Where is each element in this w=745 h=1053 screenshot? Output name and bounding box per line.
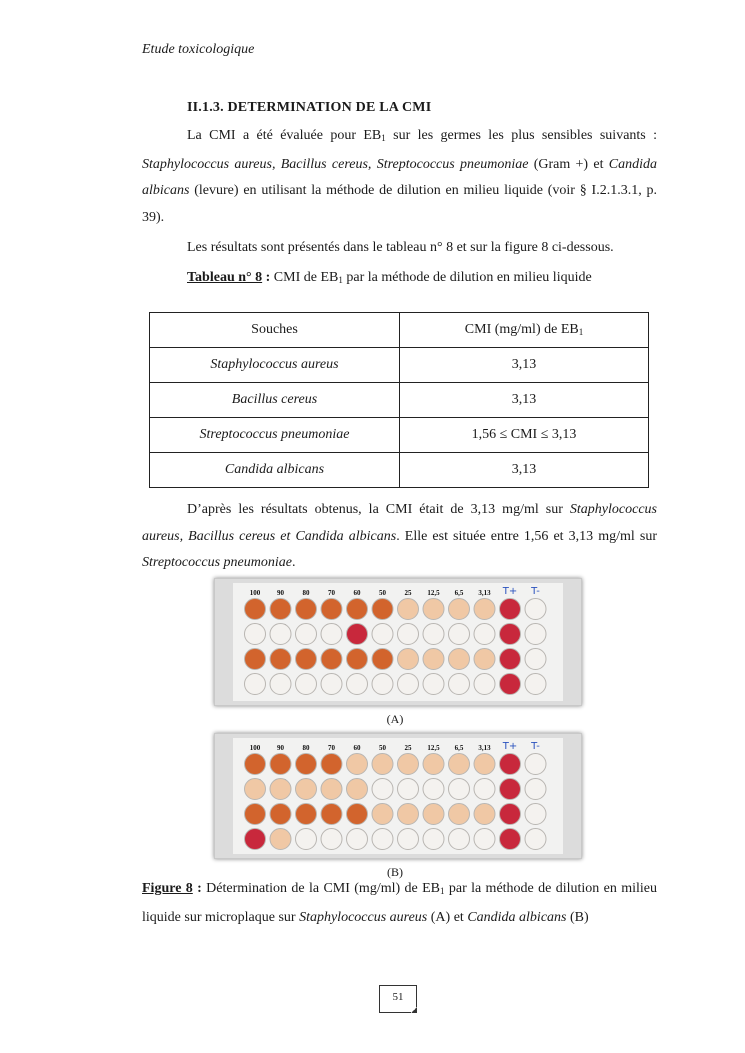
plate-well bbox=[270, 804, 291, 825]
plate-well bbox=[398, 674, 419, 695]
cmi-cell: 3,13 bbox=[400, 383, 649, 418]
control-label: T- bbox=[531, 741, 540, 752]
strain-cell: Streptococcus pneumoniae bbox=[150, 418, 400, 453]
plate-well bbox=[500, 754, 521, 775]
plate-well bbox=[321, 674, 342, 695]
plate-well bbox=[372, 624, 393, 645]
plate-well bbox=[296, 649, 317, 670]
plate-b-wells bbox=[215, 734, 581, 858]
plate-well bbox=[500, 829, 521, 850]
plate-well bbox=[270, 829, 291, 850]
plate-well bbox=[525, 754, 546, 775]
plate-well bbox=[423, 754, 444, 775]
concentration-label: 25 bbox=[404, 589, 412, 597]
plate-well bbox=[423, 779, 444, 800]
concentration-label: 70 bbox=[328, 744, 335, 752]
concentration-label: 3,13 bbox=[478, 744, 491, 752]
plate-well bbox=[321, 649, 342, 670]
plate-well bbox=[398, 829, 419, 850]
plate-well bbox=[296, 754, 317, 775]
paragraph-discussion: D’après les résultats obtenus, la CMI était de 3,13 mg/ml sur Staphylococcus aureus, Bacillus cereus et Candida albicans. Elle est située entre 1,56 et 3,13 mg/ml sur Streptococcus pneumoniae. bbox=[142, 502, 657, 570]
plate-well bbox=[347, 754, 368, 775]
plate-well bbox=[245, 779, 266, 800]
plate-well bbox=[423, 624, 444, 645]
plate-well bbox=[525, 674, 546, 695]
plate-well bbox=[500, 624, 521, 645]
concentration-label: 90 bbox=[277, 744, 284, 752]
table-caption: Tableau n° 8 : CMI de $EB_1$ par la méthode de dilution en milieu liquide bbox=[187, 270, 592, 285]
plate-well bbox=[525, 649, 546, 670]
plate-well bbox=[270, 779, 291, 800]
concentration-label: 25 bbox=[404, 744, 412, 752]
plate-well bbox=[449, 754, 470, 775]
strain-cell: Staphylococcus aureus bbox=[150, 348, 400, 383]
concentration-label: 6,5 bbox=[454, 744, 464, 752]
plate-well bbox=[245, 649, 266, 670]
table-row bbox=[150, 383, 649, 418]
plate-well bbox=[321, 779, 342, 800]
plate-well bbox=[245, 674, 266, 695]
plate-well bbox=[347, 804, 368, 825]
plate-well bbox=[296, 829, 317, 850]
plate-well bbox=[372, 829, 393, 850]
plate-well bbox=[270, 599, 291, 620]
plate-well bbox=[245, 754, 266, 775]
plate-well bbox=[474, 599, 495, 620]
plate-well bbox=[500, 599, 521, 620]
table-row bbox=[150, 348, 649, 383]
plate-well bbox=[245, 829, 266, 850]
concentration-label: 100 bbox=[249, 744, 261, 752]
plate-well bbox=[347, 829, 368, 850]
concentration-label: 12,5 bbox=[427, 744, 440, 752]
control-label: T+ bbox=[502, 586, 518, 597]
plate-well bbox=[423, 599, 444, 620]
plate-well bbox=[500, 804, 521, 825]
concentration-label: 50 bbox=[379, 744, 386, 752]
plate-b-label: (B) bbox=[387, 865, 403, 879]
concentration-label: 70 bbox=[328, 589, 335, 597]
plate-well bbox=[296, 674, 317, 695]
plate-well bbox=[347, 599, 368, 620]
concentration-label: 12,5 bbox=[427, 589, 440, 597]
plate-a-label: (A) bbox=[386, 712, 404, 726]
plate-well bbox=[449, 599, 470, 620]
plate-well bbox=[245, 804, 266, 825]
concentration-label: 3,13 bbox=[478, 589, 491, 597]
plate-well bbox=[372, 754, 393, 775]
plate-well bbox=[372, 779, 393, 800]
plate-well bbox=[372, 804, 393, 825]
plate-well bbox=[525, 599, 546, 620]
plate-well bbox=[372, 674, 393, 695]
plate-well bbox=[500, 649, 521, 670]
microplate-photo-b bbox=[214, 733, 582, 859]
page-number: 51 bbox=[379, 985, 417, 1013]
plate-well bbox=[500, 674, 521, 695]
strain-cell: Bacillus cereus bbox=[150, 383, 400, 418]
cmi-table bbox=[149, 312, 649, 488]
plate-well bbox=[398, 649, 419, 670]
plate-well bbox=[474, 674, 495, 695]
plate-well bbox=[474, 779, 495, 800]
plate-well bbox=[347, 674, 368, 695]
plate-well bbox=[525, 804, 546, 825]
section-heading: II.1.3. DETERMINATION DE LA CMI bbox=[187, 100, 432, 115]
plate-well bbox=[449, 779, 470, 800]
plate-well bbox=[321, 804, 342, 825]
strain-cell: Candida albicans bbox=[150, 453, 400, 488]
plate-well bbox=[296, 624, 317, 645]
plate-well bbox=[245, 624, 266, 645]
cmi-cell: 1,56 ≤ CMI ≤ 3,13 bbox=[400, 418, 649, 453]
plate-well bbox=[270, 624, 291, 645]
plate-well bbox=[398, 624, 419, 645]
plate-well bbox=[398, 779, 419, 800]
plate-well bbox=[474, 754, 495, 775]
plate-well bbox=[321, 754, 342, 775]
paragraph-results: Les résultats sont présentés dans le tableau n° 8 et sur la figure 8 ci-dessous. bbox=[187, 240, 614, 255]
plate-well bbox=[347, 624, 368, 645]
plate-well bbox=[474, 804, 495, 825]
concentration-label: 60 bbox=[353, 589, 361, 597]
concentration-label: 80 bbox=[302, 744, 310, 752]
plate-well bbox=[321, 829, 342, 850]
cmi-cell: 3,13 bbox=[400, 348, 649, 383]
concentration-label: 6,5 bbox=[454, 589, 464, 597]
plate-well bbox=[423, 804, 444, 825]
plate-well bbox=[449, 649, 470, 670]
plate-well bbox=[321, 599, 342, 620]
plate-well bbox=[296, 599, 317, 620]
plate-well bbox=[449, 829, 470, 850]
cmi-cell: 3,13 bbox=[400, 453, 649, 488]
header-cmi: CMI (mg/ml) de $EB_1$ bbox=[400, 313, 649, 348]
concentration-label: 60 bbox=[353, 744, 361, 752]
plate-well bbox=[449, 624, 470, 645]
plate-well bbox=[296, 779, 317, 800]
plate-well bbox=[398, 804, 419, 825]
plate-well bbox=[525, 779, 546, 800]
plate-well bbox=[423, 674, 444, 695]
plate-well bbox=[245, 599, 266, 620]
plate-well bbox=[474, 829, 495, 850]
paragraph-intro: La CMI a été évaluée pour $EB_1$ sur les germes les plus sensibles suivants : Staphylococcus aureus, Bacillus cereus, Streptococcus pneumoniae (Gram +) et Candida albicans (levure) en utilisant la méthode de dilution en milieu liquide (voir § I.2.1.3.1, p. 39). bbox=[142, 128, 658, 225]
microplate-photo-a bbox=[214, 578, 582, 706]
table-header-row bbox=[150, 313, 649, 348]
plate-well bbox=[525, 829, 546, 850]
plate-well bbox=[270, 649, 291, 670]
control-label: T- bbox=[531, 586, 540, 597]
plate-well bbox=[474, 624, 495, 645]
concentration-label: 100 bbox=[249, 589, 261, 597]
plate-a-wells bbox=[215, 579, 581, 705]
table-row bbox=[150, 418, 649, 453]
plate-well bbox=[449, 674, 470, 695]
plate-well bbox=[525, 624, 546, 645]
plate-well bbox=[500, 779, 521, 800]
concentration-label: 80 bbox=[302, 589, 310, 597]
plate-well bbox=[474, 649, 495, 670]
plate-well bbox=[321, 624, 342, 645]
plate-well bbox=[423, 829, 444, 850]
plate-well bbox=[372, 599, 393, 620]
plate-well bbox=[347, 779, 368, 800]
concentration-label: 50 bbox=[379, 589, 386, 597]
plate-well bbox=[372, 649, 393, 670]
plate-well bbox=[270, 754, 291, 775]
plate-well bbox=[398, 599, 419, 620]
control-label: T+ bbox=[502, 741, 518, 752]
figure-caption: Figure 8 : Détermination de la CMI (mg/ml) de $EB_1$ par la méthode de dilution en milieu liquide sur microplaque sur Staphylococcus aureus (A) et Candida albicans (B) bbox=[142, 881, 657, 925]
header-souches: Souches bbox=[150, 313, 400, 348]
running-header: Etude toxicologique bbox=[142, 42, 255, 57]
plate-well bbox=[347, 649, 368, 670]
concentration-label: 90 bbox=[277, 589, 284, 597]
table-row bbox=[150, 453, 649, 488]
plate-well bbox=[296, 804, 317, 825]
plate-well bbox=[270, 674, 291, 695]
plate-well bbox=[398, 754, 419, 775]
plate-well bbox=[449, 804, 470, 825]
plate-well bbox=[423, 649, 444, 670]
